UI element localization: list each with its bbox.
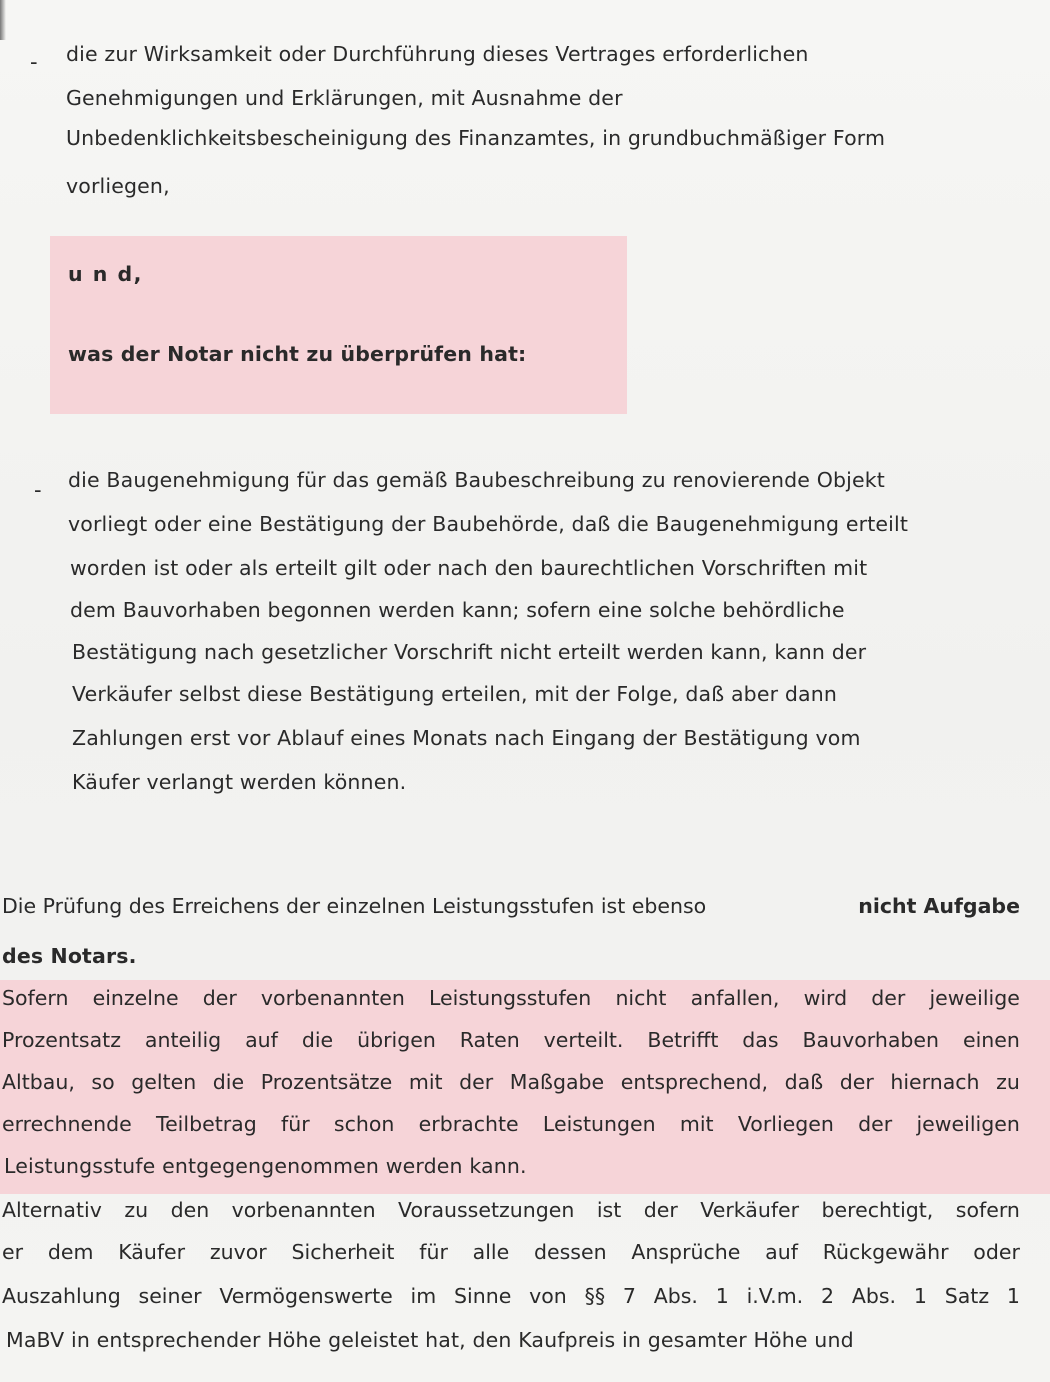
text-line: Auszahlung seiner Vermögenswerte im Sinne von §§ 7 Abs. 1 i.V.m. 2 Abs. 1 Satz 1 bbox=[2, 1284, 1020, 1308]
text-line: die zur Wirksamkeit oder Durchführung dieses Vertrages erforderlichen bbox=[66, 42, 809, 66]
text-line: Prozentsatz anteilig auf die übrigen Raten verteilt. Betrifft das Bauvorhaben einen bbox=[2, 1028, 1020, 1052]
text-line: er dem Käufer zuvor Sicherheit für alle dessen Ansprüche auf Rückgewähr oder bbox=[2, 1240, 1020, 1264]
text-line: errechnende Teilbetrag für schon erbrachte Leistungen mit Vorliegen der jeweiligen bbox=[2, 1112, 1020, 1136]
sofern-line bbox=[2, 1072, 1020, 1093]
text-line: Verkäufer selbst diese Bestätigung erteilen, mit der Folge, daß aber dann bbox=[72, 682, 838, 706]
sofern-line bbox=[2, 1114, 1020, 1135]
pruefung-line bbox=[2, 896, 1020, 917]
text-line: Zahlungen erst vor Ablauf eines Monats nach Eingang der Bestätigung vom bbox=[72, 726, 861, 750]
bullet-marker: - bbox=[34, 478, 42, 502]
text-line: worden ist oder als erteilt gilt oder nach den baurechtlichen Vorschriften mit bbox=[70, 556, 868, 580]
text-line: MaBV in entsprechender Höhe geleistet hat, den Kaufpreis in gesamter Höhe und bbox=[6, 1328, 854, 1352]
text-line: dem Bauvorhaben begonnen werden kann; sofern eine solche behördliche bbox=[70, 598, 845, 622]
text-line: Unbedenklichkeitsbescheinigung des Finanzamtes, in grundbuchmäßiger Form bbox=[66, 126, 886, 150]
sofern-line bbox=[2, 1030, 1020, 1051]
text-line: Altbau, so gelten die Prozentsätze mit der Maßgabe entsprechend, daß der hiernach zu bbox=[2, 1070, 1020, 1094]
text-line: Bestätigung nach gesetzlicher Vorschrift nicht erteilt werden kann, kann der bbox=[72, 640, 867, 664]
text-line: die Baugenehmigung für das gemäß Baubeschreibung zu renovierende Objekt bbox=[68, 468, 885, 492]
pruefung-bold-end: nicht Aufgabe bbox=[858, 894, 1020, 918]
alternativ-line bbox=[2, 1286, 1020, 1307]
alternativ-line bbox=[2, 1200, 1020, 1221]
alternativ-line bbox=[2, 1242, 1020, 1263]
text-line: vorliegen, bbox=[66, 174, 170, 198]
text-line: Alternativ zu den vorbenannten Voraussetzungen ist der Verkäufer berechtigt, sofern bbox=[2, 1198, 1020, 1222]
bullet-marker: - bbox=[30, 50, 38, 74]
sofern-line bbox=[2, 988, 1020, 1009]
text-line: Leistungsstufe entgegengenommen werden kann. bbox=[4, 1154, 527, 1178]
text-line: Genehmigungen und Erklärungen, mit Ausnahme der bbox=[66, 86, 623, 110]
text-line: vorliegt oder eine Bestätigung der Baubehörde, daß die Baugenehmigung erteilt bbox=[68, 512, 909, 536]
pruefung-bold-line: des Notars. bbox=[2, 944, 137, 968]
scan-edge-mark bbox=[0, 0, 6, 40]
notar-heading: was der Notar nicht zu überprüfen hat: bbox=[68, 342, 527, 366]
pruefung-text: Die Prüfung des Erreichens der einzelnen Leistungsstufen ist ebenso bbox=[2, 894, 707, 918]
und-label: u n d, bbox=[68, 262, 143, 286]
text-line: Käufer verlangt werden können. bbox=[72, 770, 407, 794]
text-line: Sofern einzelne der vorbenannten Leistungsstufen nicht anfallen, wird der jeweilige bbox=[2, 986, 1020, 1010]
